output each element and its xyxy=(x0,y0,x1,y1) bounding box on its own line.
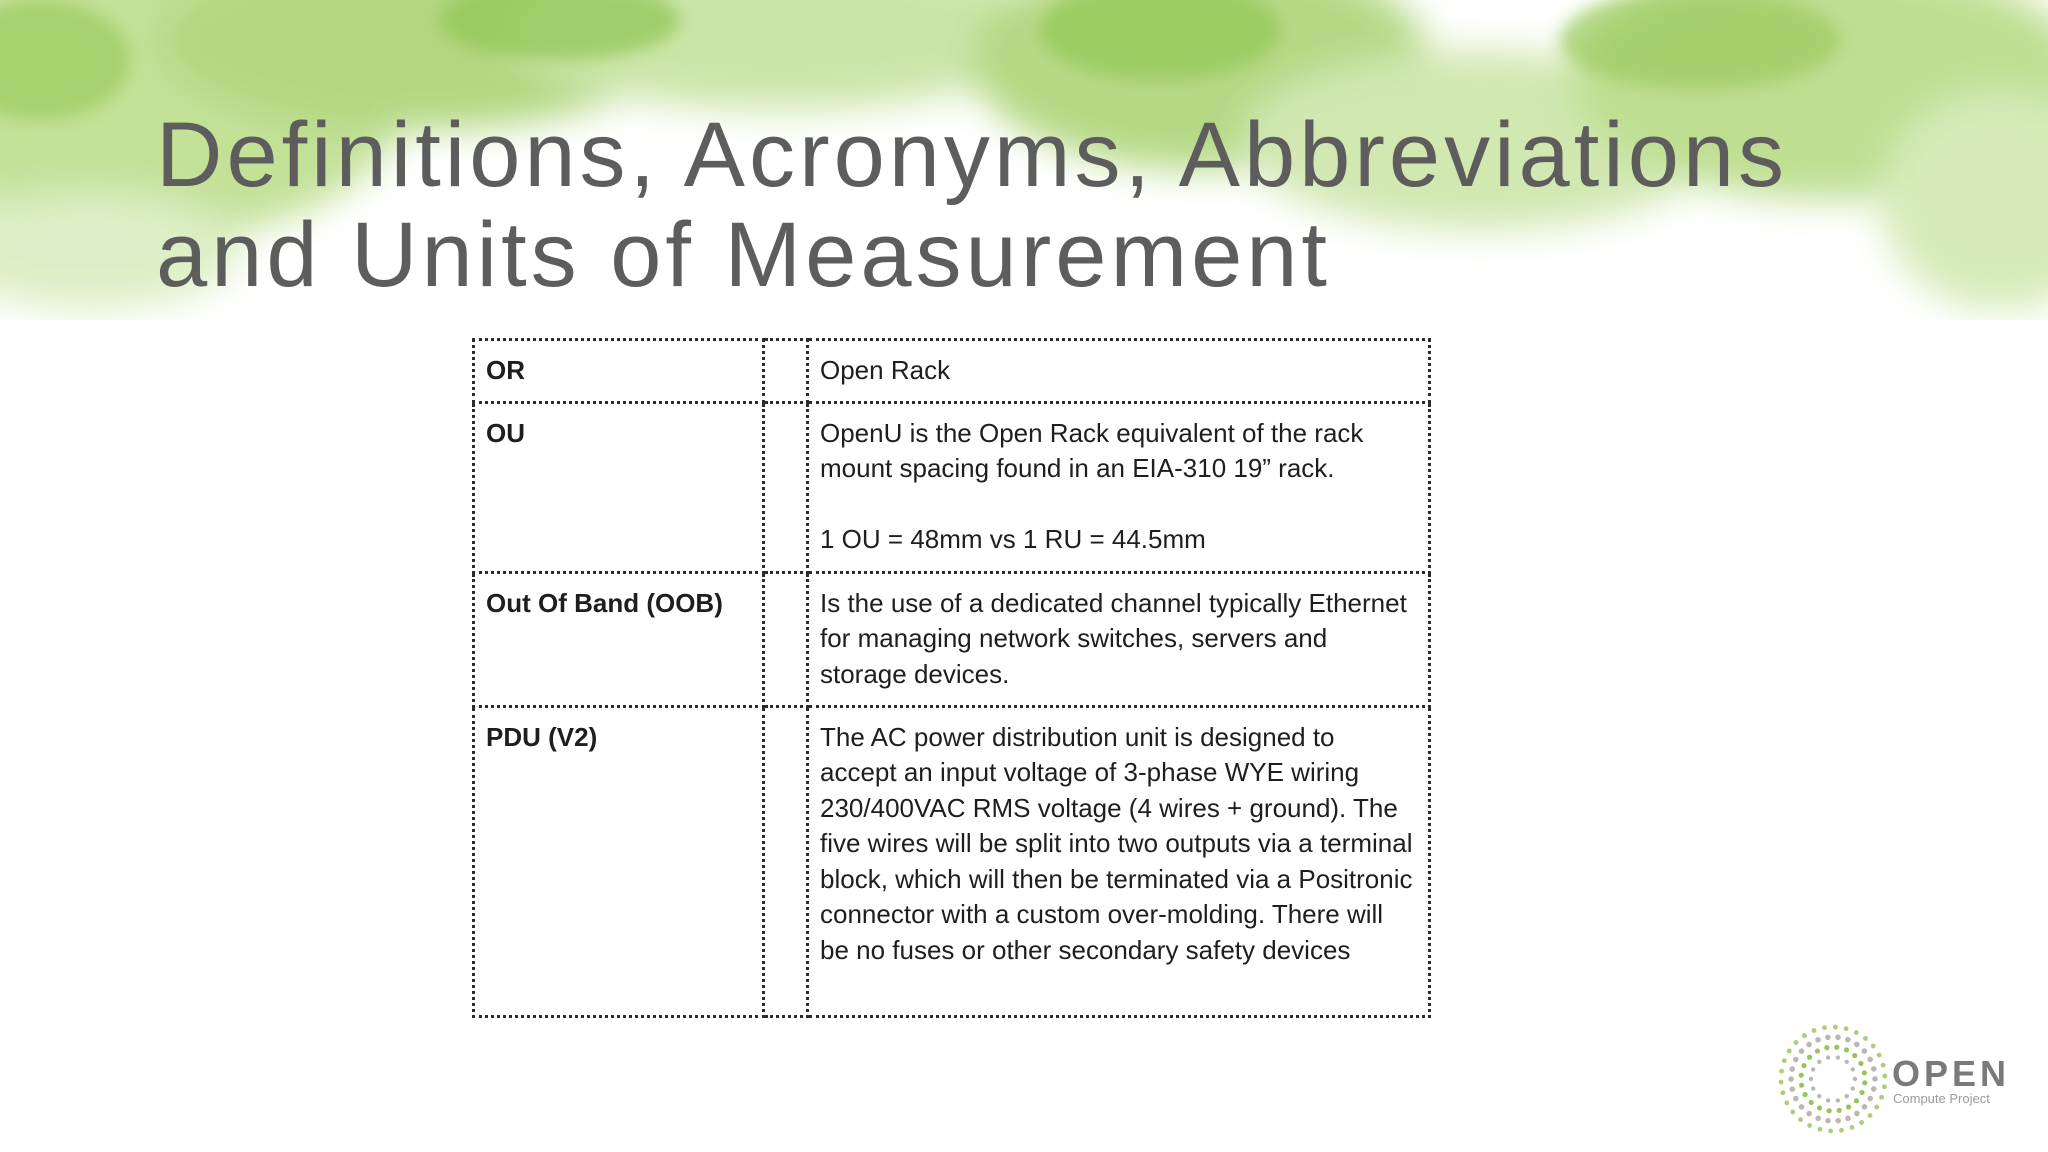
term-cell: PDU (V2) xyxy=(474,706,764,1016)
definition-text: OpenU is the Open Rack equivalent of the rack mount spacing found in an EIA-310 19” rack. xyxy=(820,417,1364,483)
title-line-2: and Units of Measurement xyxy=(156,204,1331,306)
spacer-cell xyxy=(764,402,808,572)
logo-subtitle: Compute Project xyxy=(1893,1091,1990,1106)
definition-cell xyxy=(808,706,1430,1016)
spacer-cell xyxy=(764,706,808,1016)
page-title xyxy=(156,105,1788,305)
term-cell: Out Of Band (OOB) xyxy=(474,572,764,706)
definition-cell xyxy=(808,340,1430,403)
table-row xyxy=(474,706,1430,1016)
definition-text: Is the use of a dedicated channel typically Ethernet for managing network switches, servers and storage devices. xyxy=(820,587,1407,689)
definitions-table xyxy=(472,338,1431,1018)
title-line-1: Definitions, Acronyms, Abbreviations xyxy=(156,104,1789,206)
term-cell: OR xyxy=(474,340,764,403)
definition-text: The AC power distribution unit is designed to accept an input voltage of 3-phase WYE wiring 230/400VAC RMS voltage (4 wires + ground). The five wires will be split into two outputs via a terminal block, which will then be terminated via a Positronic connector with a custom over-molding. There will be no fuses or other secondary safety devices xyxy=(820,721,1413,965)
spacer-cell xyxy=(764,340,808,403)
table-row xyxy=(474,340,1430,403)
definition-cell xyxy=(808,402,1430,572)
table-row xyxy=(474,572,1430,706)
definition-cell xyxy=(808,572,1430,706)
definition-text: 1 OU = 48mm vs 1 RU = 44.5mm xyxy=(820,523,1206,554)
spacer-cell xyxy=(764,572,808,706)
term-cell: OU xyxy=(474,402,764,572)
definition-text: Open Rack xyxy=(820,355,951,385)
table-row xyxy=(474,402,1430,572)
logo-wordmark: OPEN xyxy=(1892,1053,2011,1094)
